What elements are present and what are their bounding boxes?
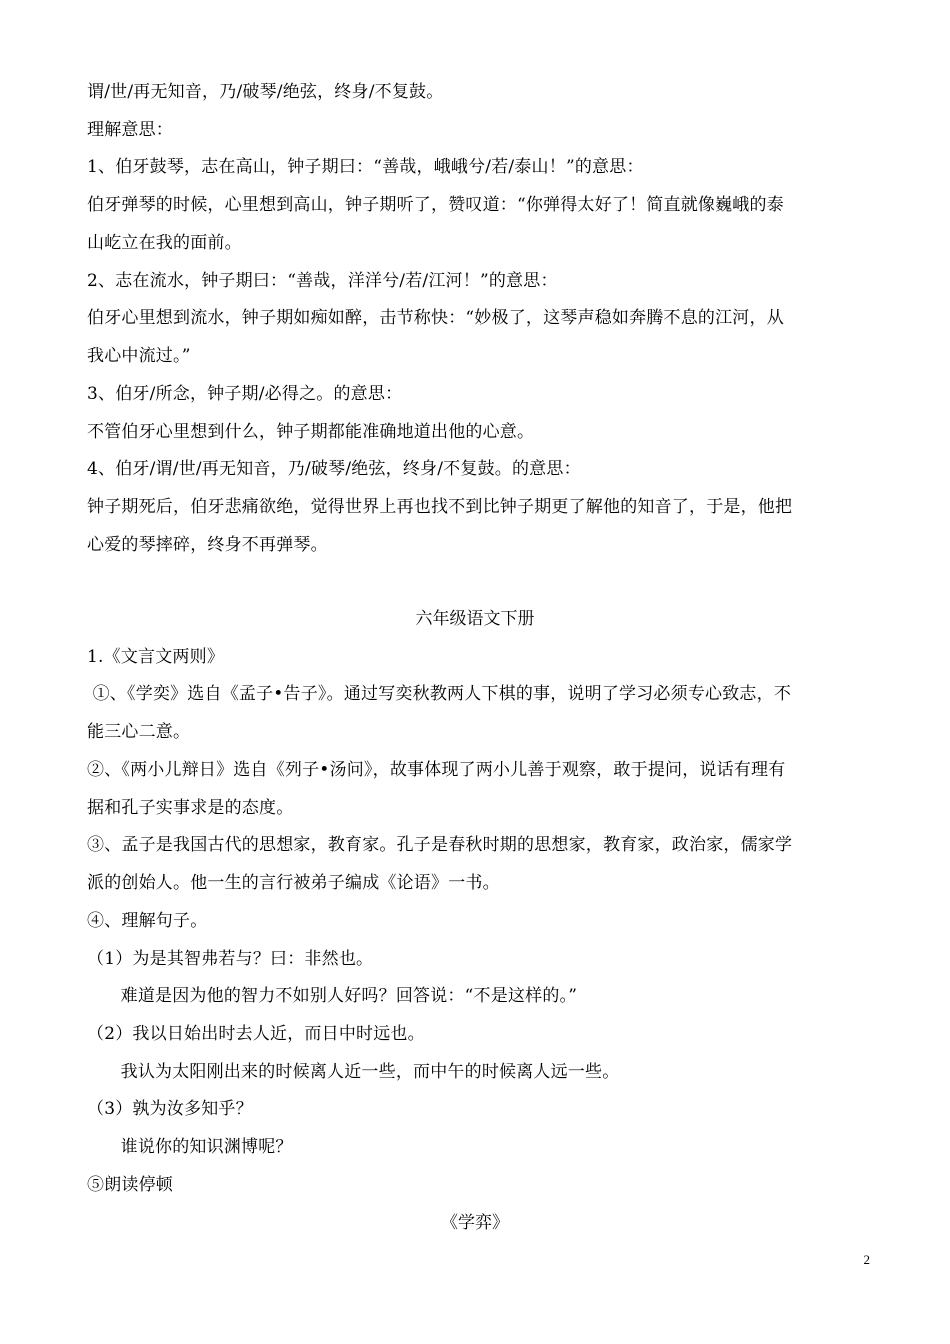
text-line: 谓/世/再无知音，乃/破琴/绝弦，终身/不复鼓。 xyxy=(87,82,444,102)
text-line: 我心中流过。” xyxy=(87,346,191,366)
text-line: 伯牙心里想到流水，钟子期如痴如醉，击节称快：“妙极了，这琴声稳如奔腾不息的江河，从 xyxy=(87,308,784,328)
text-line: 3、伯牙/所念，钟子期/必得之。的意思： xyxy=(87,384,403,404)
text-line: （3）孰为汝多知乎？ xyxy=(87,1099,253,1119)
text-line: 山屹立在我的面前。 xyxy=(87,233,242,253)
subtitle: 《学弈》 xyxy=(441,1213,509,1233)
text-line: 理解意思： xyxy=(87,120,173,140)
text-line: 1、伯牙鼓琴，志在高山，钟子期曰：“善哉，峨峨兮/若/泰山！”的意思： xyxy=(87,157,644,177)
text-line: 1.《文言文两则》 xyxy=(87,647,225,667)
text-line: 2、志在流水，钟子期曰：“善哉，洋洋兮/若/江河！”的意思： xyxy=(87,271,558,291)
text-line: ④、理解句子。 xyxy=(87,911,208,931)
text-line: 能三心二意。 xyxy=(87,722,191,742)
text-line: （1）为是其智弗若与？曰：非然也。 xyxy=(87,949,374,969)
text-line: ②、《两小儿辩日》选自《列子•汤问》，故事体现了两小儿善于观察，敢于提问，说话有理有 xyxy=(87,760,786,780)
section-title: 六年级语文下册 xyxy=(415,609,535,629)
text-line: 据和孔子实事求是的态度。 xyxy=(87,798,294,818)
text-line: 4、伯牙/谓/世/再无知音，乃/破琴/绝弦，终身/不复鼓。的意思： xyxy=(87,459,581,479)
text-line: 钟子期死后，伯牙悲痛欲绝，觉得世界上再也找不到比钟子期更了解他的知音了，于是，他把 xyxy=(87,497,793,517)
text-line: ③、孟子是我国古代的思想家，教育家。孔子是春秋时期的思想家，教育家，政治家，儒家学 xyxy=(87,835,793,855)
text-line: ⑤朗读停顿 xyxy=(87,1175,173,1195)
page-number: 2 xyxy=(863,1252,870,1267)
text-line: 难道是因为他的智力不如别人好吗？回答说：“不是这样的。” xyxy=(87,986,578,1006)
text-line: 不管伯牙心里想到什么，钟子期都能准确地道出他的心意。 xyxy=(87,422,535,442)
text-line: 我认为太阳刚出来的时候离人近一些，而中午的时候离人远一些。 xyxy=(87,1062,620,1082)
text-line: 派的创始人。他一生的言行被弟子编成《论语》一书。 xyxy=(87,873,500,893)
text-line: （2）我以日始出时去人近，而日中时远也。 xyxy=(87,1024,425,1044)
text-line: 谁说你的知识渊博呢？ xyxy=(87,1137,293,1157)
text-line: 心爱的琴摔碎，终身不再弹琴。 xyxy=(87,535,328,555)
text-line: 伯牙弹琴的时候，心里想到高山，钟子期听了，赞叹道：“你弹得太好了！简直就像巍峨的泰 xyxy=(87,195,784,215)
text-line: ①、《学奕》选自《孟子•告子》。通过写奕秋教两人下棋的事，说明了学习必须专心致志，不 xyxy=(87,684,792,704)
